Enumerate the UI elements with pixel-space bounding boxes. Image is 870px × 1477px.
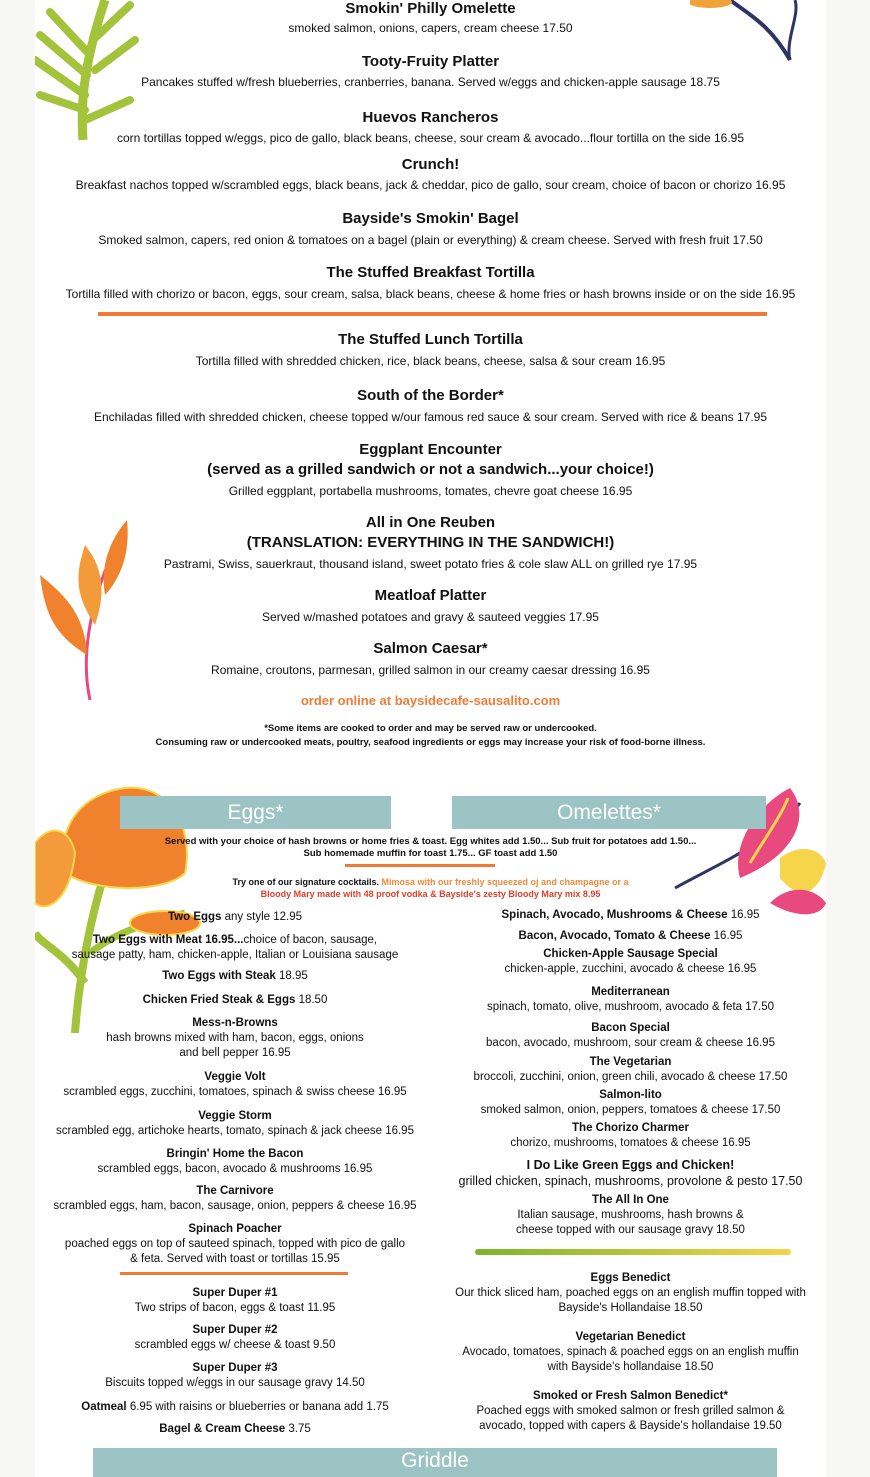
item-desc: Grilled eggplant, portabella mushrooms, tomates, chevre goat cheese 16.95 [228, 484, 633, 498]
item-desc: Our thick sliced ham, poached eggs on an english muffin topped with [455, 1287, 806, 1299]
menu-item [35, 993, 435, 1008]
item-name: Bringin' Home the Bacon [166, 1148, 304, 1160]
menu-item [35, 969, 435, 984]
item-name: Super Duper #2 [192, 1324, 278, 1336]
item-name: Bagel & Cream Cheese [159, 1423, 286, 1435]
item-name: Mediterranean [591, 986, 670, 998]
item-name: Veggie Volt [204, 1071, 266, 1083]
menu-item [435, 1330, 826, 1375]
item-title: The Stuffed Breakfast Tortilla [326, 264, 535, 281]
item-desc: 6.95 with raisins or blueberries or banana add 1.75 [126, 1401, 389, 1413]
menu-item [35, 1323, 435, 1353]
item-price: 18.50 [295, 994, 328, 1006]
menu-item [35, 1400, 435, 1415]
item-desc: smoked salmon, onion, peppers, tomatoes & cheese 17.50 [480, 1104, 781, 1116]
item-name: Super Duper #1 [192, 1287, 278, 1299]
item-name: Super Duper #3 [192, 1362, 278, 1374]
item-title: Meatloaf Platter [374, 587, 487, 604]
item-name: Two Eggs [167, 911, 222, 923]
item-desc: and bell pepper 16.95 [179, 1047, 291, 1059]
section-divider [98, 312, 767, 316]
item-name: Smoked or Fresh Salmon Benedict* [533, 1390, 728, 1402]
cocktail-bloody-mary: Bloody Mary made with 48 proof vodka & Bayside's zesty Bloody Mary mix 8.95 [260, 889, 601, 899]
item-name: Mess-n-Browns [192, 1017, 278, 1029]
eggs-note: Sub homemade muffin for toast 1.75... GF toast add 1.50 [303, 848, 558, 859]
item-desc: scrambled eggs, zucchini, tomatoes, spinach & swiss cheese 16.95 [63, 1086, 407, 1098]
menu-item [435, 1389, 826, 1434]
item-desc: with Bayside's hollandaise 18.50 [547, 1361, 714, 1373]
item-price: 3.75 [285, 1423, 311, 1435]
item-name: Two Eggs with Meat 16.95... [92, 934, 244, 946]
item-price: 18.95 [275, 970, 308, 982]
item-name: Oatmeal [81, 1401, 127, 1413]
item-desc: Bayside's Hollandaise 18.50 [558, 1302, 703, 1314]
item-desc: Enchiladas filled with shredded chicken, cheese topped w/our famous red sauce & sour cream. Served with rice & beans 17.95 [93, 410, 768, 424]
item-title: Smokin' Philly Omelette [345, 0, 516, 17]
menu-item [35, 1147, 435, 1177]
item-name: Bacon, Avocado, Tomato & Cheese [518, 930, 711, 942]
item-desc: Avocado, tomatoes, spinach & poached eggs on an english muffin [462, 1346, 799, 1358]
item-subtitle: (served as a grilled sandwich or not a sandwich...your choice!) [207, 461, 654, 478]
item-desc: & feta. Served with toast or tortillas 15.95 [130, 1253, 340, 1265]
menu-item [35, 1016, 435, 1061]
menu-item [435, 929, 826, 944]
item-name: I Do Like Green Eggs and Chicken! [526, 1158, 735, 1172]
item-title: Bayside's Smokin' Bagel [342, 210, 519, 227]
item-price: 16.95 [727, 909, 760, 921]
item-desc: Poached eggs with smoked salmon or fresh grilled salmon & [476, 1405, 785, 1417]
item-desc: Tortilla filled with chorizo or bacon, eggs, sour cream, salsa, black beans, cheese & home fries or hash browns inside or on the side 16.95 [65, 287, 796, 301]
item-name: Vegetarian Benedict [575, 1331, 686, 1343]
item-desc: corn tortillas topped w/eggs, pico de gallo, black beans, cheese, sour cream & avocado...flour tortilla on the side 16.95 [116, 131, 745, 145]
item-desc: avocado, topped with capers & Bayside's hollandaise 19.50 [479, 1420, 782, 1432]
item-name: The Chorizo Charmer [572, 1122, 689, 1134]
item-desc: Pancakes stuffed w/fresh blueberries, cranberries, banana. Served w/eggs and chicken-apple sausage 18.75 [141, 75, 720, 89]
menu-item [35, 1222, 435, 1267]
item-name: Veggie Storm [198, 1110, 272, 1122]
menu-item [435, 1193, 826, 1238]
disclaimer-line: Consuming raw or undercooked meats, poultry, seafood ingredients or eggs may increase your risk of food-borne illness. [155, 737, 706, 748]
item-desc: scrambled egg, artichoke hearts, tomato, spinach & jack cheese 16.95 [56, 1125, 414, 1137]
item-title: Salmon Caesar* [373, 640, 488, 657]
menu-item [35, 1070, 435, 1100]
item-title: The Stuffed Lunch Tortilla [338, 331, 523, 348]
item-desc: smoked salmon, onions, capers, cream cheese 17.50 [288, 21, 573, 35]
item-desc: chicken-apple, zucchini, avocado & cheese 16.95 [504, 963, 757, 975]
menu-item [435, 908, 826, 923]
item-desc: sausage patty, ham, chicken-apple, Italian or Louisiana sausage [71, 949, 399, 961]
item-desc: Italian sausage, mushrooms, hash browns & [517, 1209, 744, 1221]
item-desc: Two strips of bacon, eggs & toast 11.95 [134, 1302, 336, 1314]
item-name: Bacon Special [591, 1022, 670, 1034]
menu-item [35, 1286, 435, 1316]
menu-item [435, 1271, 826, 1316]
item-title: Eggplant Encounter [359, 441, 502, 458]
item-desc: poached eggs on top of sauteed spinach, topped with pico de gallo [64, 1238, 406, 1250]
column-divider [120, 1272, 348, 1275]
item-desc: scrambled eggs, ham, bacon, sausage, onion, peppers & cheese 16.95 [53, 1200, 417, 1212]
item-desc: scrambled eggs, bacon, avocado & mushrooms 16.95 [97, 1163, 373, 1175]
item-desc: Breakfast nachos topped w/scrambled eggs, black beans, jack & cheddar, pico de gallo, sour cream, choice of bacon or chorizo 16.95 [75, 178, 786, 192]
item-desc: Smoked salmon, capers, red onion & tomatoes on a bagel (plain or everything) & cream cheese. Served with fresh fruit 17.50 [98, 233, 763, 247]
item-desc: scrambled eggs w/ cheese & toast 9.50 [134, 1339, 336, 1351]
item-desc: Pastrami, Swiss, sauerkraut, thousand island, sweet potato fries & cole slaw ALL on grilled rye 17.95 [163, 557, 698, 571]
menu-item [35, 1109, 435, 1139]
order-online-link[interactable]: order online at baysidecafe-sausalito.com [300, 693, 561, 708]
item-name: Spinach, Avocado, Mushrooms & Cheese [501, 909, 728, 921]
menu-item [35, 1184, 435, 1214]
item-name: The Vegetarian [589, 1056, 672, 1068]
item-name: Salmon-lito [599, 1089, 662, 1101]
menu-item [35, 1361, 435, 1391]
item-name: The Carnivore [196, 1185, 274, 1197]
item-desc: Biscuits topped w/eggs in our sausage gravy 14.50 [105, 1377, 365, 1389]
item-desc: hash browns mixed with ham, bacon, eggs, onions [106, 1032, 364, 1044]
menu-item [435, 1055, 826, 1085]
disclaimer-line: *Some items are cooked to order and may be served raw or undercooked. [264, 723, 597, 734]
item-price: 16.95 [710, 930, 743, 942]
item-name: Eggs Benedict [590, 1272, 671, 1284]
section-header-eggs: Eggs* [120, 796, 391, 829]
cocktail-mimosa: Mimosa with our freshly squeezed oj and champagne or a [381, 877, 629, 887]
item-desc: Tortilla filled with shredded chicken, rice, black beans, cheese, salsa & sour cream 16.95 [195, 354, 666, 368]
item-desc: broccoli, zucchini, onion, green chili, avocado & cheese 17.50 [473, 1071, 788, 1083]
menu-page [35, 0, 826, 1477]
gradient-divider [475, 1249, 791, 1255]
cocktail-lead: Try one of our signature cocktails. [232, 877, 379, 887]
item-name: Two Eggs with Steak [162, 970, 276, 982]
item-name: Spinach Poacher [188, 1223, 282, 1235]
item-price: any style 12.95 [221, 911, 302, 923]
menu-item [35, 910, 435, 925]
menu-item [435, 1088, 826, 1118]
item-name: Chicken Fried Steak & Eggs [142, 994, 296, 1006]
item-desc: Served w/mashed potatoes and gravy & sauteed veggies 17.95 [262, 610, 599, 624]
cocktail-promo [35, 877, 826, 887]
item-name: Chicken-Apple Sausage Special [543, 948, 718, 960]
item-desc: chorizo, mushrooms, tomatoes & cheese 16.95 [510, 1137, 751, 1149]
item-desc: cheese topped with our sausage gravy 18.50 [516, 1224, 745, 1236]
section-header-omelettes: Omelettes* [452, 796, 766, 829]
item-desc: spinach, tomato, olive, mushroom, avocado & feta 17.50 [486, 1001, 775, 1013]
item-desc: choice of bacon, sausage, [243, 934, 378, 946]
item-desc: grilled chicken, spinach, mushrooms, provolone & pesto 17.50 [458, 1174, 803, 1188]
item-title: All in One Reuben [365, 514, 496, 531]
item-title: Huevos Rancheros [362, 109, 499, 126]
item-desc: bacon, avocado, mushroom, sour cream & cheese 16.95 [486, 1037, 775, 1049]
menu-item [435, 985, 826, 1015]
eggs-note: Served with your choice of hash browns or home fries & toast. Egg whites add 1.50... Sub fruit for potatoes add 1.50... [164, 836, 697, 847]
menu-item [435, 1021, 826, 1051]
short-divider [345, 864, 495, 867]
item-subtitle: (TRANSLATION: EVERYTHING IN THE SANDWICH!) [246, 534, 615, 551]
menu-item [35, 933, 435, 963]
menu-item [435, 1121, 826, 1151]
section-header-griddle: Griddle [93, 1448, 777, 1477]
menu-item [435, 947, 826, 977]
menu-item [35, 1422, 435, 1437]
item-name: The All In One [592, 1194, 669, 1206]
item-title: South of the Border* [357, 387, 504, 404]
item-desc: Romaine, croutons, parmesan, grilled salmon in our creamy caesar dressing 16.95 [211, 663, 650, 677]
item-title: Crunch! [401, 156, 460, 173]
menu-item [435, 1157, 826, 1189]
item-title: Tooty-Fruity Platter [361, 53, 500, 70]
